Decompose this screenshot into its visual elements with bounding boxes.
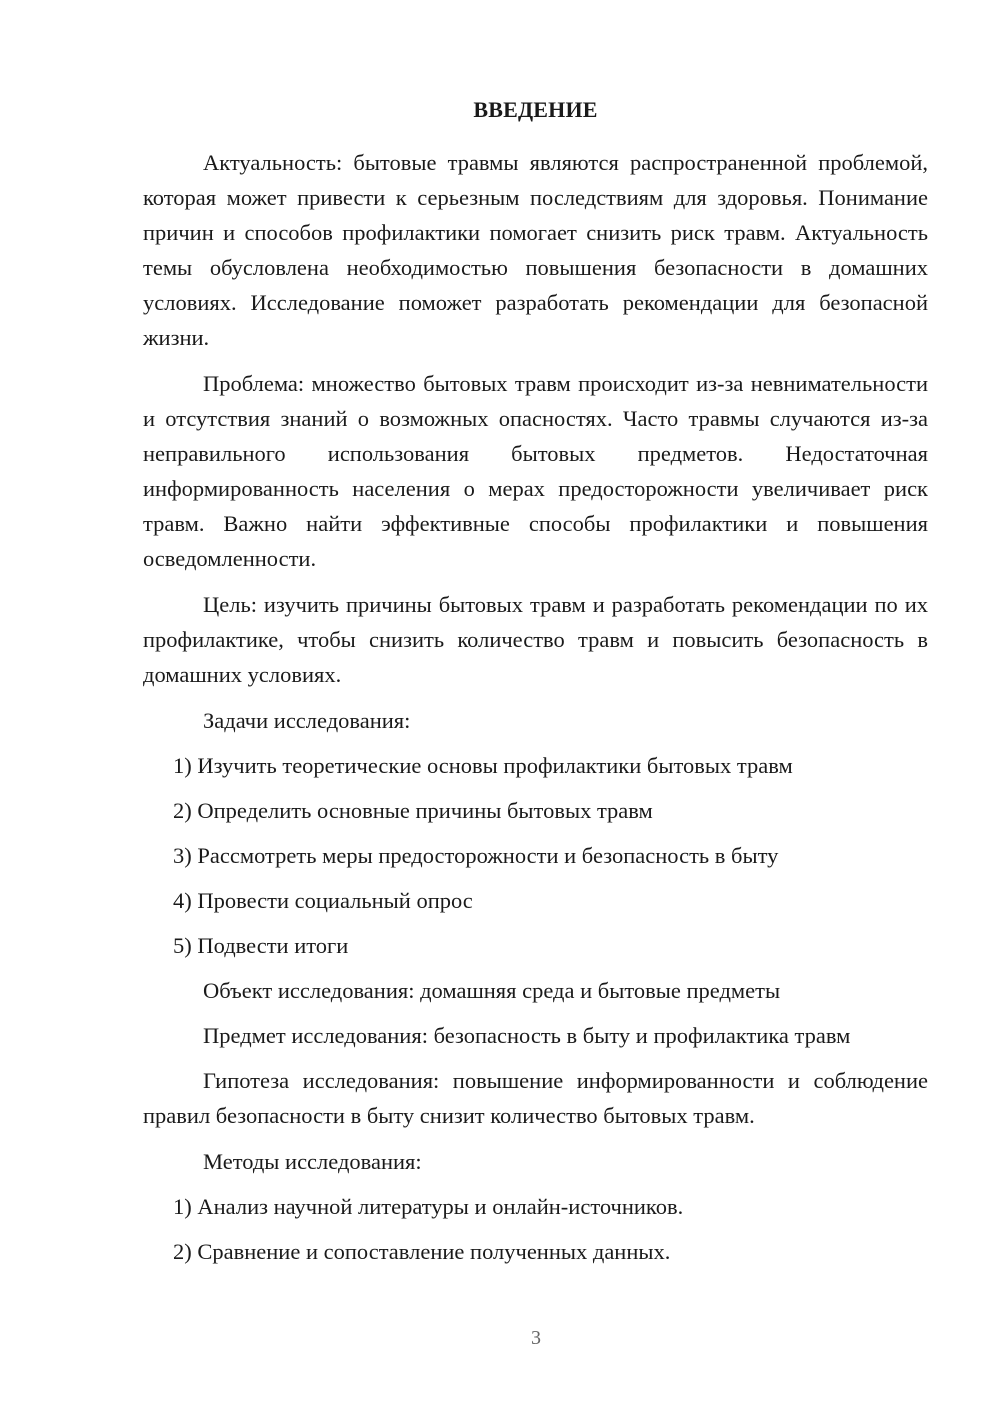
- paragraph-relevance: Актуальность: бытовые травмы являются распространенной проблемой, которая может привести к серьезным последствиям для здоровья. Понимание причин и способов профилактики помогает снизить риск травм. Актуальность темы обусловлена необходимостью повышения безопасности в домашних условиях. Исследование поможет разработать рекомендации для безопасной жизни.: [143, 150, 928, 350]
- list-item: 2) Определить основные причины бытовых травм: [173, 798, 653, 823]
- paragraph-goal: Цель: изучить причины бытовых травм и разработать рекомендации по их профилактике, чтобы снизить количество травм и повысить безопасность в домашних условиях.: [143, 592, 928, 687]
- page-number: 3: [531, 1327, 541, 1349]
- paragraph-hypothesis: Гипотеза исследования: повышение информированности и соблюдение правил безопасности в быту снизит количество бытовых травм.: [143, 1068, 928, 1128]
- list-item: 5) Подвести итоги: [173, 933, 349, 958]
- list-item: 1) Изучить теоретические основы профилактики бытовых травм: [173, 753, 793, 778]
- page-content: [143, 92, 928, 1279]
- list-item: 3) Рассмотреть меры предосторожности и безопасность в быту: [173, 843, 779, 868]
- methods-list: [143, 1189, 928, 1269]
- subject-line: Предмет исследования: безопасность в быту и профилактика травм: [203, 1023, 851, 1048]
- page-title: ВВЕДЕНИЕ: [473, 97, 598, 122]
- list-item: 1) Анализ научной литературы и онлайн-источников.: [173, 1194, 684, 1219]
- object-line: Объект исследования: домашняя среда и бытовые предметы: [203, 978, 781, 1003]
- list-item: 2) Сравнение и сопоставление полученных данных.: [173, 1239, 671, 1264]
- paragraph-problem: Проблема: множество бытовых травм происходит из-за невнимательности и отсутствия знаний о возможных опасностях. Часто травмы случаются из-за неправильного использования бытовых предметов. Недостаточная информированность населения о мерах предосторожности увеличивает риск травм. Важно найти эффективные способы профилактики и повышения осведомленности.: [143, 371, 928, 571]
- list-item: 4) Провести социальный опрос: [173, 888, 473, 913]
- tasks-list: [143, 748, 928, 963]
- tasks-heading: Задачи исследования:: [203, 708, 411, 733]
- methods-heading: Методы исследования:: [203, 1149, 422, 1174]
